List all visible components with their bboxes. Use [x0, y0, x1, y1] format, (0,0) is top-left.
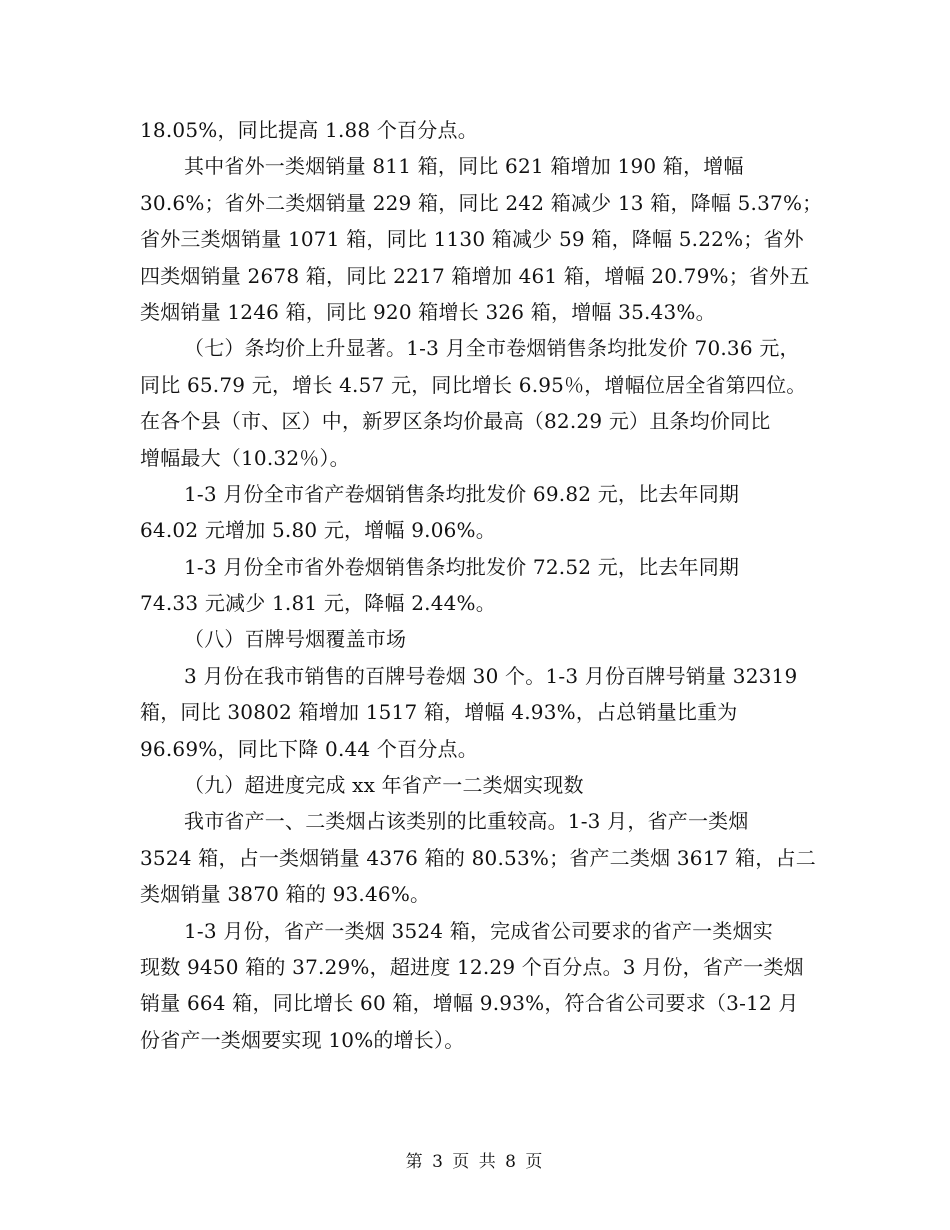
text-line: （七）条均价上升显著。1-3 月全市卷烟销售条均批发价 70.36 元，: [184, 336, 800, 361]
text-line: 其中省外一类烟销量 811 箱，同比 621 箱增加 190 箱，增幅: [184, 154, 744, 179]
text-line: 1-3 月份全市省外卷烟销售条均批发价 72.52 元，比去年同期: [184, 554, 740, 579]
text-line: 74.33 元减少 1.81 元，降幅 2.44%。: [140, 591, 496, 616]
text-line: （九）超进度完成 xx 年省产一二类烟实现数: [184, 773, 584, 798]
text-line: 四类烟销量 2678 箱，同比 2217 箱增加 461 箱，增幅 20.79%；省外五: [140, 263, 810, 288]
text-line: 30.6%；省外二类烟销量 229 箱，同比 242 箱减少 13 箱，降幅 5.37%；: [140, 190, 823, 215]
text-line: 份省产一类烟要实现 10%的增长）。: [140, 1027, 465, 1052]
text-line: 同比 65.79 元，增长 4.57 元，同比增长 6.95％，增幅位居全省第四位。: [140, 372, 807, 397]
text-line: 我市省产一、二类烟占该类别的比重较高。1-3 月，省产一类烟: [184, 809, 749, 834]
text-line: 18.05%，同比提高 1.88 个百分点。: [140, 118, 478, 142]
page-footer: 第 3 页 共 8 页: [405, 1152, 545, 1172]
text-line: 3524 箱，占一类烟销量 4376 箱的 80.53%；省产二类烟 3617 箱，占二: [140, 845, 816, 870]
text-line: 3 月份在我市销售的百牌号卷烟 30 个。1-3 月份百牌号销量 32319: [184, 663, 798, 688]
text-line: 箱，同比 30802 箱增加 1517 箱，增幅 4.93%，占总销量比重为: [140, 700, 738, 725]
text-line: 类烟销量 3870 箱的 93.46%。: [140, 882, 431, 907]
text-line: （八）百牌号烟覆盖市场: [184, 627, 407, 652]
text-line: 销量 664 箱，同比增长 60 箱，增幅 9.93%，符合省公司要求（3-12 月: [140, 991, 799, 1016]
text-line: 1-3 月份，省产一类烟 3524 箱，完成省公司要求的省产一类烟实: [184, 918, 773, 943]
document-body: [140, 112, 830, 1058]
text-line: 省外三类烟销量 1071 箱，同比 1130 箱减少 59 箱，降幅 5.22%；省外: [140, 227, 804, 252]
text-line: 类烟销量 1246 箱，同比 920 箱增长 326 箱，增幅 35.43%。: [140, 299, 716, 324]
text-line: 现数 9450 箱的 37.29%，超进度 12.29 个百分点。3 月份，省产一类烟: [140, 954, 804, 979]
text-line: 96.69%，同比下降 0.44 个百分点。: [140, 736, 478, 761]
text-line: 增幅最大（10.32％）。: [140, 445, 350, 470]
text-line: 1-3 月份全市省产卷烟销售条均批发价 69.82 元，比去年同期: [184, 481, 740, 506]
text-line: 64.02 元增加 5.80 元，增幅 9.06%。: [140, 518, 496, 543]
text-line: 在各个县（市、区）中，新罗区条均价最高（82.29 元）且条均价同比: [140, 409, 771, 434]
